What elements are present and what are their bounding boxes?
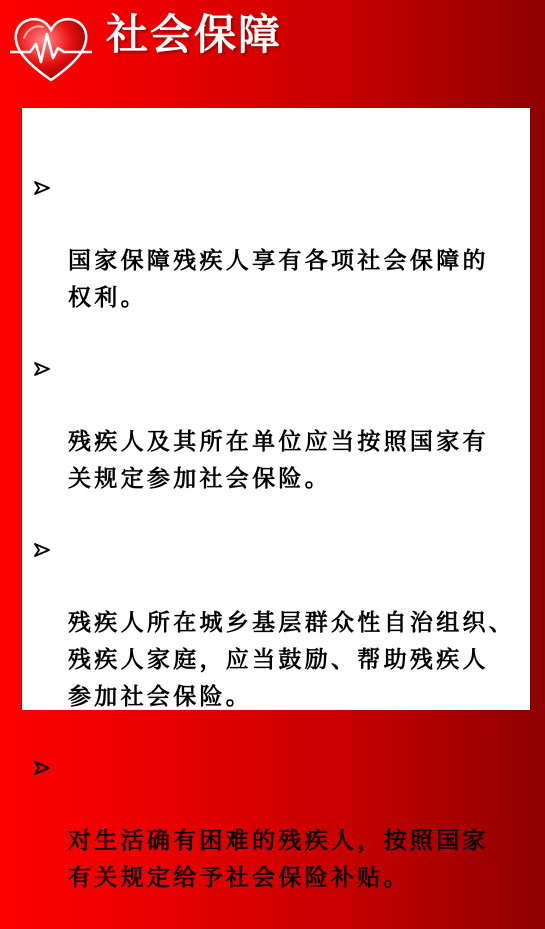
list-item xyxy=(22,349,530,497)
arrow-bullet-icon xyxy=(34,761,50,775)
list-item xyxy=(22,530,530,715)
header xyxy=(0,0,545,100)
content-panel xyxy=(22,108,530,891)
arrow-bullet-icon xyxy=(34,543,50,557)
page-title: 社会保障 xyxy=(106,10,283,59)
heart-heartbeat-icon xyxy=(10,14,92,84)
list-item-text: 残疾人所在城乡基层群众性自治组织、 残疾人家庭，应当鼓励、帮助残疾人 参加社会保险。 xyxy=(68,609,516,710)
arrow-bullet-icon xyxy=(34,362,50,376)
list-item-text: 对生活确有困难的残疾人，按照国家 有关规定给予社会保险补贴。 xyxy=(68,827,489,891)
list-item xyxy=(22,748,530,896)
list-item xyxy=(22,168,530,316)
bullet-list xyxy=(22,168,530,929)
arrow-bullet-icon xyxy=(34,181,50,195)
list-item-text: 国家保障残疾人享有各项社会保障的 权利。 xyxy=(68,247,489,311)
list-item-text: 残疾人及其所在单位应当按照国家有 关规定参加社会保险。 xyxy=(68,428,489,492)
